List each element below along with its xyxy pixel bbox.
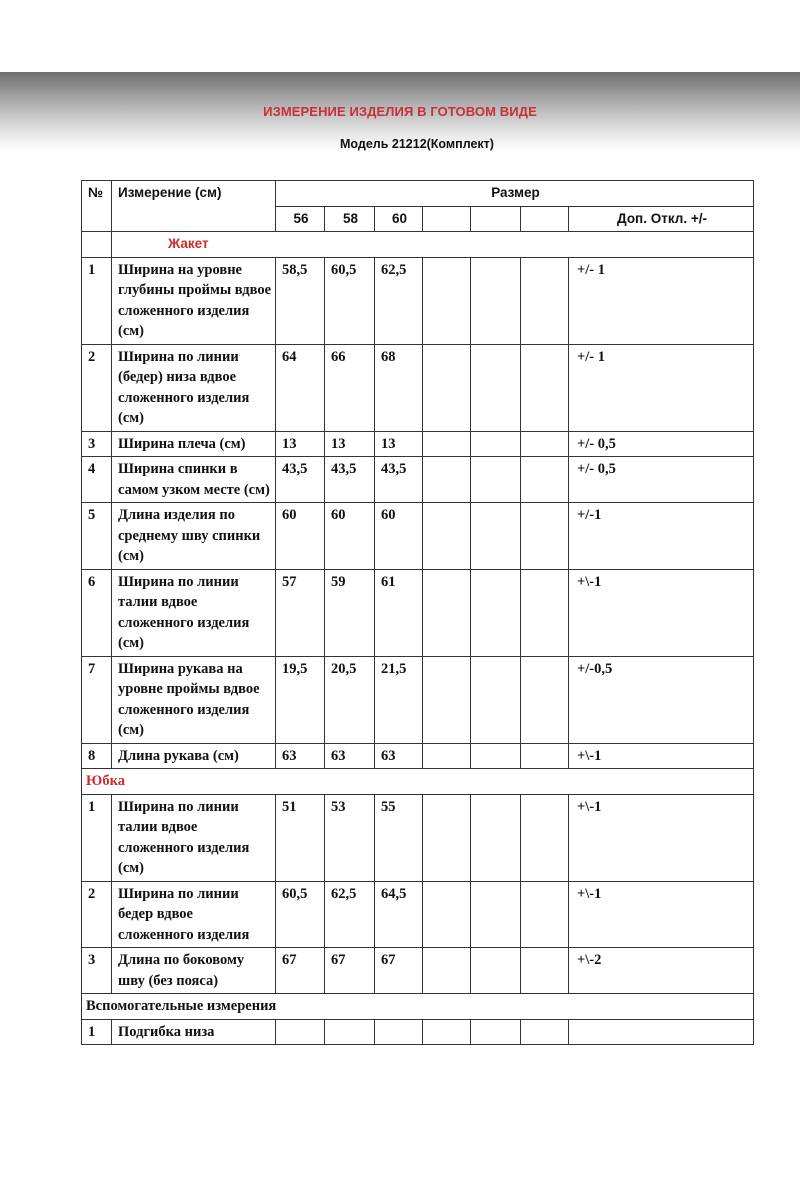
value-size-60: 21,5 — [375, 656, 423, 743]
table-row — [82, 743, 754, 769]
value-size-60: 63 — [375, 743, 423, 769]
table-row — [82, 503, 754, 570]
empty-cell — [471, 503, 521, 570]
value-size-56: 60 — [276, 503, 325, 570]
measurement-label: Ширина по линии (бедер) низа вдвое сложенного изделия (см) — [112, 344, 276, 431]
table-row — [82, 344, 754, 431]
tolerance-value: +\-1 — [569, 569, 754, 656]
measurement-label: Ширина рукава на уровне проймы вдвое сложенного изделия (см) — [112, 656, 276, 743]
table-row — [82, 948, 754, 994]
measurement-label: Ширина плеча (см) — [112, 431, 276, 457]
empty-cell — [521, 257, 569, 344]
value-size-56: 19,5 — [276, 656, 325, 743]
value-size-58: 66 — [325, 344, 375, 431]
measurement-label: Длина по боковому шву (без пояса) — [112, 948, 276, 994]
row-number: 2 — [82, 344, 112, 431]
value-size-58: 13 — [325, 431, 375, 457]
value-size-58: 60,5 — [325, 257, 375, 344]
empty-cell — [521, 948, 569, 994]
measurement-label: Ширина по линии талии вдвое сложенного изделия (см) — [112, 569, 276, 656]
value-size-58: 62,5 — [325, 881, 375, 948]
empty-cell — [521, 656, 569, 743]
value-size-56 — [276, 1019, 325, 1045]
value-size-60: 64,5 — [375, 881, 423, 948]
empty-cell — [423, 948, 471, 994]
empty-cell — [423, 257, 471, 344]
empty-cell — [521, 881, 569, 948]
section-title: Юбка — [82, 769, 754, 795]
value-size-60: 62,5 — [375, 257, 423, 344]
empty-cell — [423, 794, 471, 881]
row-number: 8 — [82, 743, 112, 769]
empty-cell — [471, 431, 521, 457]
value-size-56: 64 — [276, 344, 325, 431]
tolerance-value: +\-1 — [569, 881, 754, 948]
empty-cell — [521, 344, 569, 431]
row-number: 3 — [82, 431, 112, 457]
value-size-56: 67 — [276, 948, 325, 994]
header-size: Размер — [276, 181, 754, 207]
section-spacer-cell — [82, 232, 112, 258]
header-size-58: 58 — [325, 206, 375, 232]
tolerance-value: +/-0,5 — [569, 656, 754, 743]
measurement-label: Ширина по линии бедер вдвое сложенного изделия — [112, 881, 276, 948]
empty-cell — [471, 948, 521, 994]
section-title: Жакет — [112, 232, 754, 258]
empty-cell — [471, 881, 521, 948]
header-empty-cell — [521, 206, 569, 232]
tolerance-value: +/-1 — [569, 503, 754, 570]
header-size-60: 60 — [375, 206, 423, 232]
table-row — [82, 656, 754, 743]
empty-cell — [423, 1019, 471, 1045]
value-size-60: 67 — [375, 948, 423, 994]
header-tolerance: Доп. Откл. +/- — [569, 206, 754, 232]
model-subtitle: Модель 21212(Комплект) — [340, 137, 494, 151]
empty-cell — [521, 503, 569, 570]
empty-cell — [423, 569, 471, 656]
empty-cell — [423, 881, 471, 948]
empty-cell — [521, 743, 569, 769]
empty-cell — [471, 1019, 521, 1045]
row-number: 1 — [82, 794, 112, 881]
value-size-56: 63 — [276, 743, 325, 769]
empty-cell — [471, 457, 521, 503]
value-size-58: 59 — [325, 569, 375, 656]
value-size-58 — [325, 1019, 375, 1045]
empty-cell — [471, 743, 521, 769]
value-size-58: 43,5 — [325, 457, 375, 503]
header-empty-cell — [423, 206, 471, 232]
value-size-60: 60 — [375, 503, 423, 570]
row-number: 3 — [82, 948, 112, 994]
empty-cell — [471, 656, 521, 743]
table-header-row-1 — [82, 181, 754, 207]
table-row — [82, 431, 754, 457]
table-row — [82, 569, 754, 656]
measurement-label: Ширина спинки в самом узком месте (см) — [112, 457, 276, 503]
value-size-58: 63 — [325, 743, 375, 769]
row-number: 1 — [82, 257, 112, 344]
row-number: 7 — [82, 656, 112, 743]
value-size-56: 57 — [276, 569, 325, 656]
value-size-60: 43,5 — [375, 457, 423, 503]
empty-cell — [521, 1019, 569, 1045]
empty-cell — [521, 457, 569, 503]
row-number: 2 — [82, 881, 112, 948]
value-size-56: 58,5 — [276, 257, 325, 344]
tolerance-value: +/- 0,5 — [569, 457, 754, 503]
measurement-label: Длина изделия по среднему шву спинки (см) — [112, 503, 276, 570]
empty-cell — [521, 794, 569, 881]
section-title: Вспомогательные измерения — [82, 994, 754, 1020]
value-size-60: 61 — [375, 569, 423, 656]
empty-cell — [423, 656, 471, 743]
header-number: № — [82, 181, 112, 232]
table-row — [82, 457, 754, 503]
value-size-60: 55 — [375, 794, 423, 881]
value-size-58: 20,5 — [325, 656, 375, 743]
measurement-table — [81, 180, 754, 1045]
value-size-58: 67 — [325, 948, 375, 994]
table-row — [82, 794, 754, 881]
tolerance-value: +/- 0,5 — [569, 431, 754, 457]
measurement-label: Ширина по линии талии вдвое сложенного изделия (см) — [112, 794, 276, 881]
table-row — [82, 257, 754, 344]
empty-cell — [471, 257, 521, 344]
empty-cell — [423, 344, 471, 431]
empty-cell — [423, 431, 471, 457]
value-size-58: 53 — [325, 794, 375, 881]
section-row — [82, 994, 754, 1020]
document-title: ИЗМЕРЕНИЕ ИЗДЕЛИЯ В ГОТОВОМ ВИДЕ — [263, 104, 537, 119]
measurement-label: Подгибка низа — [112, 1019, 276, 1045]
value-size-56: 13 — [276, 431, 325, 457]
empty-cell — [521, 569, 569, 656]
tolerance-value: +\-2 — [569, 948, 754, 994]
measurement-label: Ширина на уровне глубины проймы вдвое сложенного изделия (см) — [112, 257, 276, 344]
empty-cell — [423, 743, 471, 769]
table-row — [82, 881, 754, 948]
value-size-60: 13 — [375, 431, 423, 457]
empty-cell — [471, 344, 521, 431]
value-size-58: 60 — [325, 503, 375, 570]
value-size-56: 43,5 — [276, 457, 325, 503]
row-number: 1 — [82, 1019, 112, 1045]
tolerance-value: +/- 1 — [569, 257, 754, 344]
empty-cell — [471, 794, 521, 881]
row-number: 5 — [82, 503, 112, 570]
tolerance-value: +/- 1 — [569, 344, 754, 431]
value-size-60 — [375, 1019, 423, 1045]
measurement-table-body — [82, 181, 754, 1045]
header-empty-cell — [471, 206, 521, 232]
tolerance-value — [569, 1019, 754, 1045]
measurement-label: Длина рукава (см) — [112, 743, 276, 769]
row-number: 4 — [82, 457, 112, 503]
header-size-56: 56 — [276, 206, 325, 232]
empty-cell — [471, 569, 521, 656]
tolerance-value: +\-1 — [569, 743, 754, 769]
empty-cell — [521, 431, 569, 457]
table-row — [82, 1019, 754, 1045]
section-row — [82, 232, 754, 258]
value-size-56: 60,5 — [276, 881, 325, 948]
value-size-60: 68 — [375, 344, 423, 431]
section-row — [82, 769, 754, 795]
tolerance-value: +\-1 — [569, 794, 754, 881]
value-size-56: 51 — [276, 794, 325, 881]
empty-cell — [423, 457, 471, 503]
row-number: 6 — [82, 569, 112, 656]
header-measurement: Измерение (см) — [112, 181, 276, 232]
empty-cell — [423, 503, 471, 570]
